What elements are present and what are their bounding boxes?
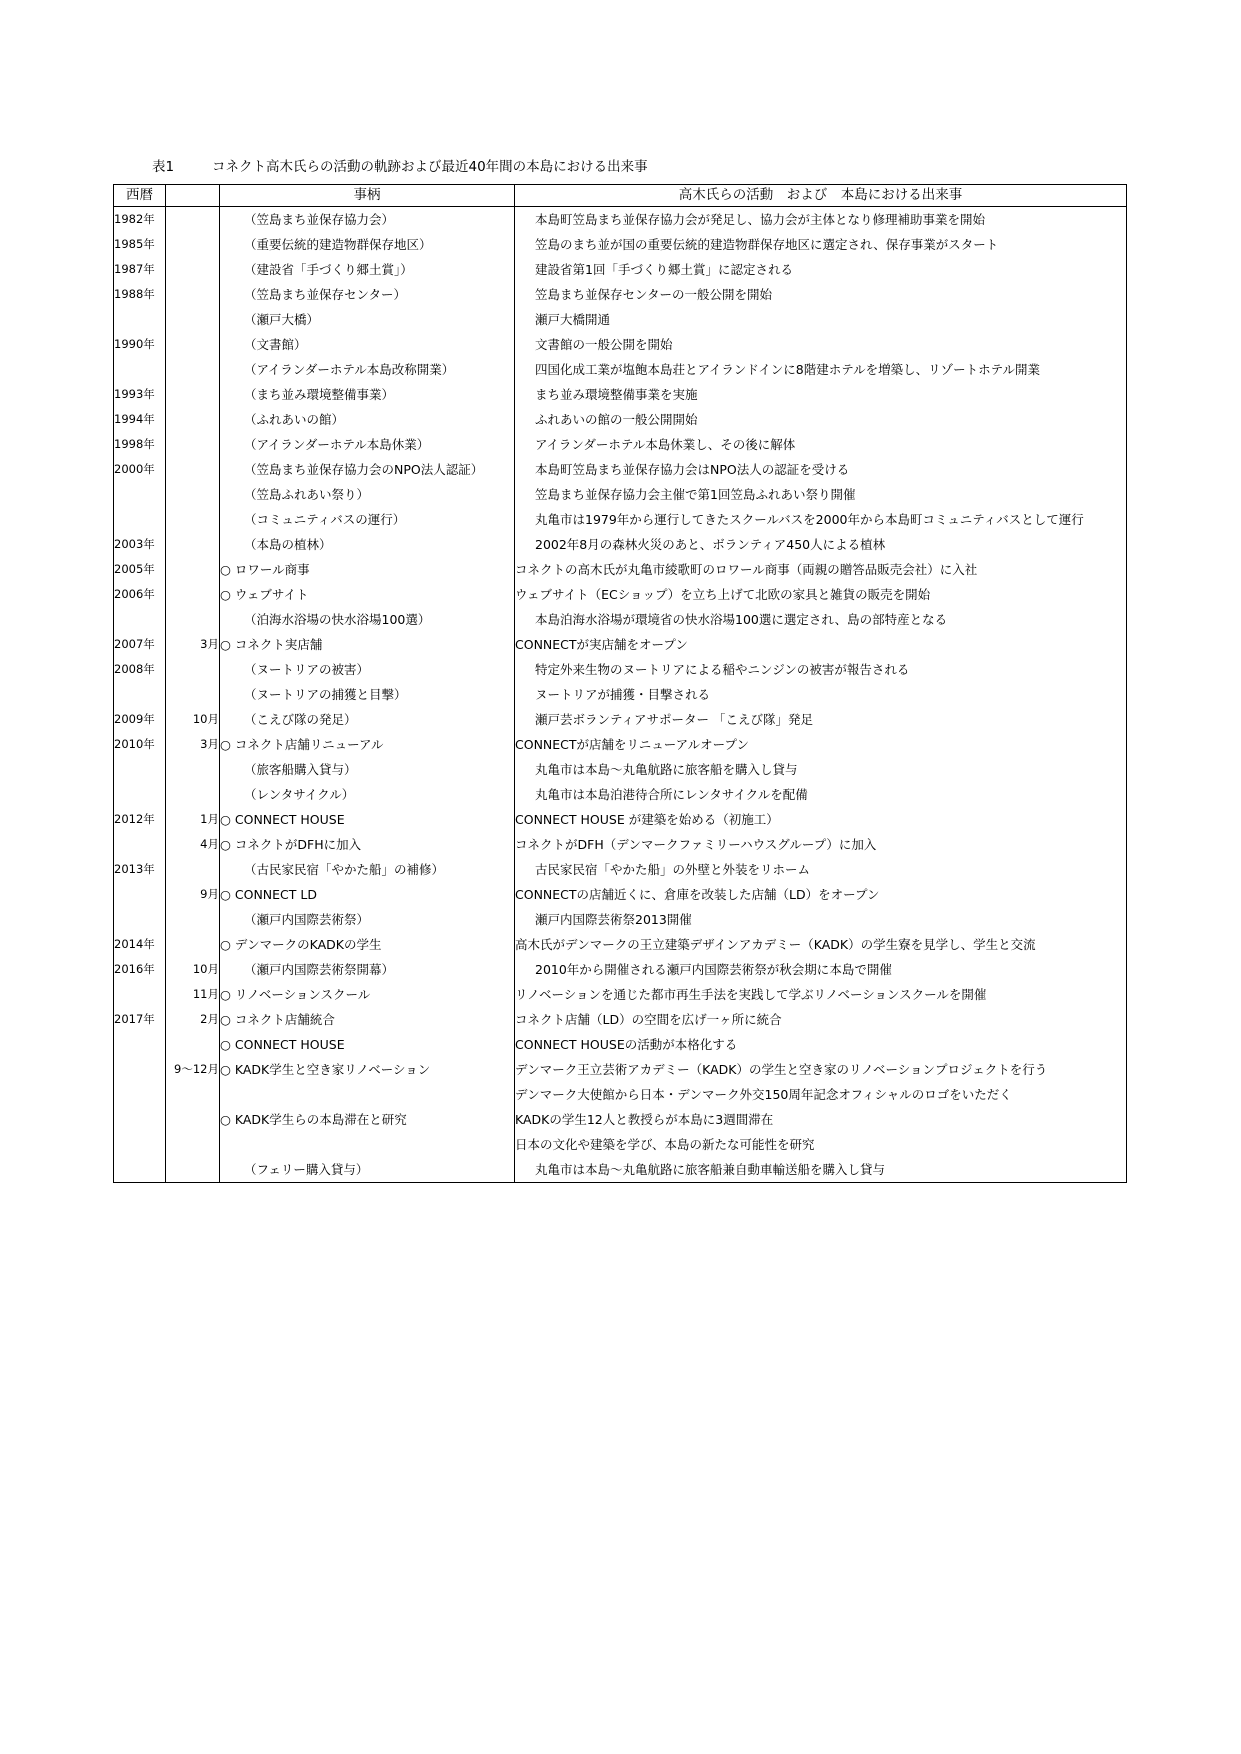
cell-month: [166, 257, 220, 282]
cell-year: 2000年: [114, 457, 166, 482]
cell-event: コネクトがDFH（デンマークファミリーハウスグループ）に加入: [515, 832, 1127, 857]
cell-month: [166, 207, 220, 233]
cell-month: [166, 1157, 220, 1183]
cell-event: CONNECT HOUSE が建築を始める（初施工）: [515, 807, 1127, 832]
cell-year: [114, 357, 166, 382]
cell-item: ○ デンマークのKADKの学生: [220, 932, 515, 957]
table-row: [114, 757, 1127, 782]
cell-item: （ふれあいの館）: [220, 407, 515, 432]
cell-item: （フェリー購入貸与）: [220, 1157, 515, 1183]
cell-item: ○ コネクト店舗統合: [220, 1007, 515, 1032]
cell-item: （建設省「手づくり郷土賞」）: [220, 257, 515, 282]
timeline-table: [113, 184, 1127, 1183]
cell-item: （瀬戸大橋）: [220, 307, 515, 332]
table-row: [114, 457, 1127, 482]
cell-year: 2008年: [114, 657, 166, 682]
cell-item: ○ ウェブサイト: [220, 582, 515, 607]
cell-item: ○ CONNECT HOUSE: [220, 1032, 515, 1057]
cell-year: 1998年: [114, 432, 166, 457]
cell-month: [166, 682, 220, 707]
cell-event: CONNECTの店舗近くに、倉庫を改装した店舗（LD）をオープン: [515, 882, 1127, 907]
cell-month: [166, 1082, 220, 1107]
cell-year: [114, 607, 166, 632]
cell-month: [166, 457, 220, 482]
cell-month: [166, 582, 220, 607]
cell-month: 1月: [166, 807, 220, 832]
header-month: [166, 185, 220, 207]
table-row: [114, 1107, 1127, 1132]
table-row: [114, 707, 1127, 732]
cell-year: 2014年: [114, 932, 166, 957]
cell-year: 1985年: [114, 232, 166, 257]
cell-year: 2010年: [114, 732, 166, 757]
cell-event: 瀬戸内国際芸術祭2013開催: [515, 907, 1127, 932]
cell-year: 2006年: [114, 582, 166, 607]
cell-month: 10月: [166, 707, 220, 732]
table-row: [114, 857, 1127, 882]
cell-month: [166, 1132, 220, 1157]
table-row: [114, 357, 1127, 382]
cell-year: 2005年: [114, 557, 166, 582]
table-row: [114, 507, 1127, 532]
cell-year: [114, 1132, 166, 1157]
cell-item: ○ CONNECT HOUSE: [220, 807, 515, 832]
cell-month: [166, 607, 220, 632]
table-row: [114, 1132, 1127, 1157]
table-row: [114, 582, 1127, 607]
cell-year: [114, 1032, 166, 1057]
table-row: [114, 782, 1127, 807]
cell-month: [166, 307, 220, 332]
cell-month: [166, 782, 220, 807]
cell-item: （アイランダーホテル本島休業）: [220, 432, 515, 457]
cell-item: （ヌートリアの捕獲と目撃）: [220, 682, 515, 707]
cell-month: [166, 482, 220, 507]
cell-year: 1990年: [114, 332, 166, 357]
cell-month: [166, 432, 220, 457]
cell-event: 丸亀市は本島～丸亀航路に旅客船を購入し貸与: [515, 757, 1127, 782]
cell-item: （笠島まち並保存協力会のNPO法人認証）: [220, 457, 515, 482]
cell-year: [114, 1107, 166, 1132]
cell-year: [114, 982, 166, 1007]
cell-event: アイランダーホテル本島休業し、その後に解体: [515, 432, 1127, 457]
cell-month: [166, 932, 220, 957]
cell-event: 本島泊海水浴場が環境省の快水浴場100選に選定され、島の部特産となる: [515, 607, 1127, 632]
table-row: [114, 932, 1127, 957]
cell-year: [114, 757, 166, 782]
table-row: [114, 632, 1127, 657]
cell-item: （泊海水浴場の快水浴場100選）: [220, 607, 515, 632]
table-row: [114, 532, 1127, 557]
cell-year: [114, 1157, 166, 1183]
cell-event: 丸亀市は本島～丸亀航路に旅客船兼自動車輸送船を購入し貸与: [515, 1157, 1127, 1183]
cell-item: ○ コネクト実店舗: [220, 632, 515, 657]
cell-month: [166, 757, 220, 782]
table-row: [114, 307, 1127, 332]
cell-year: 2012年: [114, 807, 166, 832]
table-row: [114, 407, 1127, 432]
cell-year: 1988年: [114, 282, 166, 307]
cell-year: [114, 1082, 166, 1107]
table-row: [114, 382, 1127, 407]
table-row: [114, 1032, 1127, 1057]
cell-month: [166, 532, 220, 557]
cell-month: 2月: [166, 1007, 220, 1032]
cell-month: [166, 1107, 220, 1132]
table-row: [114, 1157, 1127, 1183]
cell-year: 1987年: [114, 257, 166, 282]
cell-year: [114, 782, 166, 807]
table-row: [114, 982, 1127, 1007]
table-row: [114, 1057, 1127, 1082]
cell-month: [166, 407, 220, 432]
cell-month: [166, 657, 220, 682]
cell-item: （レンタサイクル）: [220, 782, 515, 807]
cell-item: ○ コネクトがDFHに加入: [220, 832, 515, 857]
header-item: 事柄: [220, 185, 515, 207]
cell-year: 1994年: [114, 407, 166, 432]
cell-year: 2003年: [114, 532, 166, 557]
cell-month: 9～12月: [166, 1057, 220, 1082]
cell-event: デンマーク王立芸術アカデミー（KADK）の学生と空き家のリノベーションプロジェクトを行う: [515, 1057, 1127, 1082]
cell-item: （まち並み環境整備事業）: [220, 382, 515, 407]
table-row: [114, 207, 1127, 233]
cell-event: 古民家民宿「やかた船」の外壁と外装をリホーム: [515, 857, 1127, 882]
cell-item: （ヌートリアの被害）: [220, 657, 515, 682]
cell-month: [166, 507, 220, 532]
table-row: [114, 557, 1127, 582]
table-row: [114, 1082, 1127, 1107]
cell-event: 特定外来生物のヌートリアによる稲やニンジンの被害が報告される: [515, 657, 1127, 682]
table-row: [114, 607, 1127, 632]
cell-year: [114, 882, 166, 907]
cell-year: 2007年: [114, 632, 166, 657]
cell-year: [114, 507, 166, 532]
cell-month: [166, 282, 220, 307]
cell-year: [114, 832, 166, 857]
cell-month: 9月: [166, 882, 220, 907]
cell-item: [220, 1082, 515, 1107]
cell-event: デンマーク大使館から日本・デンマーク外交150周年記念オフィシャルのロゴをいただく: [515, 1082, 1127, 1107]
cell-month: [166, 232, 220, 257]
cell-item: （コミュニティバスの運行）: [220, 507, 515, 532]
cell-event: ウェブサイト（ECショップ）を立ち上げて北欧の家具と雑貨の販売を開始: [515, 582, 1127, 607]
cell-event: ヌートリアが捕獲・目撃される: [515, 682, 1127, 707]
cell-event: 本島町笠島まち並保存協力会はNPO法人の認証を受ける: [515, 457, 1127, 482]
cell-year: 2017年: [114, 1007, 166, 1032]
cell-year: 1993年: [114, 382, 166, 407]
table-row: [114, 657, 1127, 682]
cell-year: 2013年: [114, 857, 166, 882]
table-header-row: [114, 185, 1127, 207]
cell-year: 2016年: [114, 957, 166, 982]
cell-event: まち並み環境整備事業を実施: [515, 382, 1127, 407]
cell-month: [166, 1032, 220, 1057]
cell-year: [114, 482, 166, 507]
cell-event: コネクト店舗（LD）の空間を広げ一ヶ所に統合: [515, 1007, 1127, 1032]
cell-item: （文書館）: [220, 332, 515, 357]
cell-item: （アイランダーホテル本島改称開業）: [220, 357, 515, 382]
cell-event: 2010年から開催される瀬戸内国際芸術祭が秋会期に本島で開催: [515, 957, 1127, 982]
cell-item: ○ CONNECT LD: [220, 882, 515, 907]
table-row: [114, 682, 1127, 707]
cell-item: （瀬戸内国際芸術祭開幕）: [220, 957, 515, 982]
cell-item: ○ ロワール商事: [220, 557, 515, 582]
header-year: 西暦: [114, 185, 166, 207]
table-row: [114, 907, 1127, 932]
cell-event: リノベーションを通じた都市再生手法を実践して学ぶリノベーションスクールを開催: [515, 982, 1127, 1007]
table-row: [114, 807, 1127, 832]
cell-item: （笠島ふれあい祭り）: [220, 482, 515, 507]
cell-item: （本島の植林）: [220, 532, 515, 557]
cell-event: 丸亀市は本島泊港待合所にレンタサイクルを配備: [515, 782, 1127, 807]
cell-event: 瀬戸大橋開通: [515, 307, 1127, 332]
cell-month: 3月: [166, 632, 220, 657]
cell-month: [166, 907, 220, 932]
cell-item: （古民家民宿「やかた船」の補修）: [220, 857, 515, 882]
cell-event: 笠島まち並保存協力会主催で第1回笠島ふれあい祭り開催: [515, 482, 1127, 507]
cell-item: （笠島まち並保存協力会）: [220, 207, 515, 233]
table-row: [114, 482, 1127, 507]
cell-item: （旅客船購入貸与）: [220, 757, 515, 782]
table-caption: [152, 155, 648, 175]
cell-month: [166, 557, 220, 582]
cell-event: CONNECT HOUSEの活動が本格化する: [515, 1032, 1127, 1057]
cell-year: [114, 682, 166, 707]
cell-item: （瀬戸内国際芸術祭）: [220, 907, 515, 932]
table-caption-title: コネクト高木氏らの活動の軌跡および最近40年間の本島における出来事: [212, 159, 648, 175]
cell-item: [220, 1132, 515, 1157]
cell-year: 2009年: [114, 707, 166, 732]
cell-item: ○ KADK学生らの本島滞在と研究: [220, 1107, 515, 1132]
cell-event: 瀬戸芸ボランティアサポーター 「こえび隊」発足: [515, 707, 1127, 732]
cell-event: ふれあいの館の一般公開開始: [515, 407, 1127, 432]
table-row: [114, 332, 1127, 357]
cell-month: [166, 332, 220, 357]
table-row: [114, 257, 1127, 282]
cell-event: 高木氏がデンマークの王立建築デザインアカデミー（KADK）の学生寮を見学し、学生と交流: [515, 932, 1127, 957]
cell-item: （こえび隊の発足）: [220, 707, 515, 732]
cell-month: 10月: [166, 957, 220, 982]
table-row: [114, 957, 1127, 982]
cell-item: （重要伝統的建造物群保存地区）: [220, 232, 515, 257]
cell-year: [114, 307, 166, 332]
table-caption-label: 表1: [152, 159, 175, 175]
cell-event: 建設省第1回「手づくり郷土賞」に認定される: [515, 257, 1127, 282]
cell-month: 4月: [166, 832, 220, 857]
table-row: [114, 1007, 1127, 1032]
cell-event: 文書館の一般公開を開始: [515, 332, 1127, 357]
cell-item: ○ コネクト店舗リニューアル: [220, 732, 515, 757]
cell-event: 本島町笠島まち並保存協力会が発足し、協力会が主体となり修理補助事業を開始: [515, 207, 1127, 233]
cell-event: 笠島のまち並が国の重要伝統的建造物群保存地区に選定され、保存事業がスタート: [515, 232, 1127, 257]
cell-event: 日本の文化や建築を学び、本島の新たな可能性を研究: [515, 1132, 1127, 1157]
cell-year: 1982年: [114, 207, 166, 233]
cell-month: [166, 382, 220, 407]
table-row: [114, 882, 1127, 907]
cell-year: [114, 1057, 166, 1082]
cell-event: コネクトの高木氏が丸亀市綾歌町のロワール商事（両親の贈答品販売会社）に入社: [515, 557, 1127, 582]
cell-item: （笠島まち並保存センター）: [220, 282, 515, 307]
table-row: [114, 282, 1127, 307]
table-row: [114, 232, 1127, 257]
cell-event: 丸亀市は1979年から運行してきたスクールバスを2000年から本島町コミュニティバスとして運行: [515, 507, 1127, 532]
cell-event: KADKの学生12人と教授らが本島に3週間滞在: [515, 1107, 1127, 1132]
cell-event: CONNECTが実店舗をオープン: [515, 632, 1127, 657]
cell-item: ○ リノベーションスクール: [220, 982, 515, 1007]
cell-month: 3月: [166, 732, 220, 757]
cell-year: [114, 907, 166, 932]
table-body: [114, 207, 1127, 1183]
cell-month: 11月: [166, 982, 220, 1007]
cell-event: 2002年8月の森林火災のあと、ボランティア450人による植林: [515, 532, 1127, 557]
table-row: [114, 432, 1127, 457]
cell-month: [166, 357, 220, 382]
header-event: 高木氏らの活動 および 本島における出来事: [515, 185, 1127, 207]
cell-event: 四国化成工業が塩飽本島荘とアイランドインに8階建ホテルを増築し、リゾートホテル開業: [515, 357, 1127, 382]
cell-event: 笠島まち並保存センターの一般公開を開始: [515, 282, 1127, 307]
cell-event: CONNECTが店舗をリニューアルオープン: [515, 732, 1127, 757]
table-row: [114, 832, 1127, 857]
cell-item: ○ KADK学生と空き家リノベーション: [220, 1057, 515, 1082]
table-row: [114, 732, 1127, 757]
cell-month: [166, 857, 220, 882]
